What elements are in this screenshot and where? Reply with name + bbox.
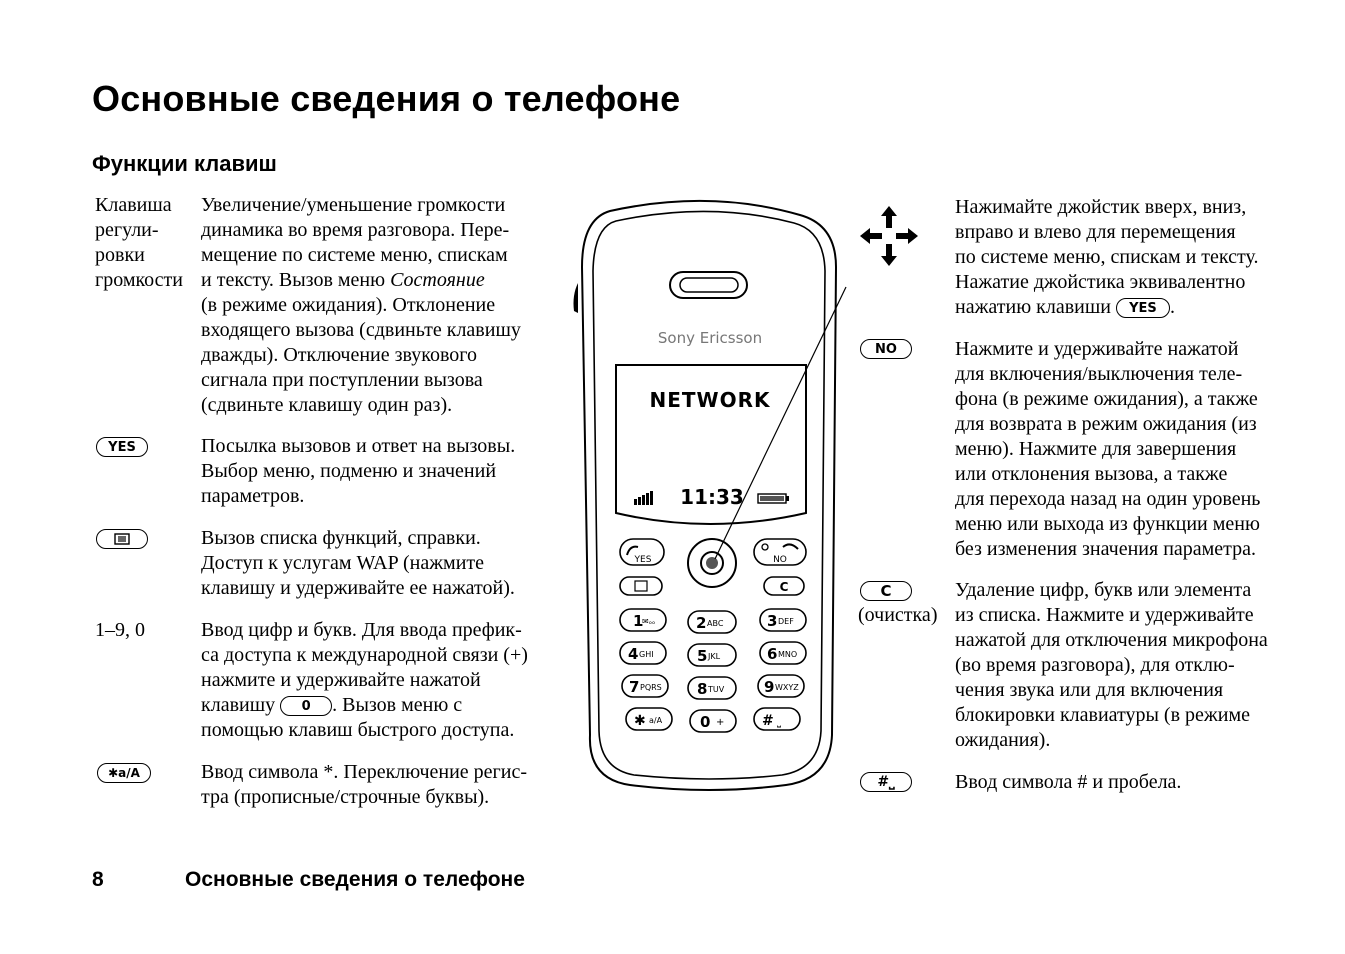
svg-text:#: # (762, 713, 774, 729)
svg-text:C: C (779, 580, 789, 594)
svg-text:✉ₒₒ: ✉ₒₒ (642, 617, 656, 626)
phone-illustration (550, 195, 850, 795)
svg-text:DEF: DEF (778, 617, 794, 626)
page-title: Основные сведения о телефоне (92, 78, 681, 119)
section-subtitle: Функции клавиш (92, 151, 277, 176)
svg-text:5: 5 (697, 647, 708, 665)
no-key-icon: NO (860, 339, 912, 359)
volume-key-label: Клавиша регули- ровки громкости (95, 194, 183, 291)
four-way-arrow-icon (860, 206, 918, 266)
volume-key-description: Увеличение/уменьшение громкости динамика во время разговора. Пере- мещение по системе меню, спискам и тексту. Вызов меню Состояние (в режиме ожидания). Отклонение входящего вызова (сдвиньте клавишу дважды). Отключение звукового сигнала при поступлении вызова (сдвиньте клавишу один раз). (201, 194, 521, 416)
digit-keys-description: Ввод цифр и букв. Для ввода префик- са доступа к международной связи (+) нажмите и удерживайте нажатой клавишу 0 . Вызов меню с помощью клавиш быстрого доступа. (201, 619, 528, 741)
list-key-icon (96, 529, 148, 549)
svg-text:1: 1 (633, 612, 644, 630)
page-number: 8 (92, 868, 104, 891)
svg-text:TUV: TUV (708, 685, 725, 694)
joystick-description: Нажимайте джойстик вверх, вниз, вправо и влево для перемещения по системе меню, спискам и тексту. Нажатие джойстика эквивалентно нажатию клавиши YES . (955, 196, 1259, 318)
star-key-icon: ✱a/A (97, 763, 151, 783)
hash-key-description: Ввод символа # и пробела. (955, 771, 1182, 793)
screen-time-text: 11:33 (680, 485, 744, 509)
yes-key-description: Посылка вызовов и ответ на вызовы. Выбор меню, подменю и значений параметров. (201, 435, 516, 507)
svg-text:WXYZ: WXYZ (775, 683, 799, 692)
svg-text:NO: NO (773, 555, 787, 565)
footer-title: Основные сведения о телефоне (185, 868, 525, 891)
no-key-description: Нажмите и удерживайте нажатой для включения/выключения теле- фона (в режиме ожидания), а также для возврата в режим ожидания (из меню). Нажмите для завершения или отклонения вызова, а также для перехода назад на один уровень меню или выхода из функции меню без изменения значения параметра. (955, 338, 1261, 560)
hash-key-icon: #⎵ (860, 772, 912, 792)
menu-name-status: Состояние (390, 269, 485, 291)
svg-text:+: + (716, 717, 725, 728)
svg-text:a/A: a/A (649, 716, 663, 725)
svg-text:8: 8 (697, 680, 708, 698)
svg-text:9: 9 (764, 678, 775, 696)
clear-key-icon: C (860, 581, 912, 601)
svg-text:GHI: GHI (639, 650, 654, 659)
svg-text:YES: YES (634, 555, 652, 565)
yes-key-inline-icon: YES (1116, 298, 1170, 318)
phone-brand: Sony Ericsson (657, 329, 763, 347)
svg-text:6: 6 (767, 645, 778, 663)
svg-text:0: 0 (700, 713, 711, 731)
svg-text:2: 2 (696, 614, 707, 632)
options-key-description: Вызов списка функций, справки. Доступ к услугам WAP (нажмите клавишу и удерживайте ее нажатой). (201, 527, 515, 599)
svg-text:PQRS: PQRS (640, 683, 662, 692)
clear-key-label: (очистка) (858, 604, 938, 626)
svg-text:⎵: ⎵ (777, 717, 781, 728)
svg-text:3: 3 (767, 612, 778, 630)
svg-text:7: 7 (629, 678, 640, 696)
svg-text:JKL: JKL (708, 652, 721, 661)
clear-key-description: Удаление цифр, букв или элемента из списка. Нажмите и удерживайте нажатой для отключения микрофона (во время разговора), для отклю- чения звука или для включения блокировки клавиатуры (в режиме ожидания). (955, 579, 1268, 751)
svg-text:MNO: MNO (778, 650, 798, 659)
star-key-description: Ввод символа *. Переключение регис- тра (прописные/строчные буквы). (201, 761, 527, 808)
screen-network-text: NETWORK (649, 388, 771, 412)
digit-keys-label: 1–9, 0 (95, 619, 145, 641)
svg-text:✱: ✱ (634, 713, 646, 729)
yes-key-icon: YES (96, 437, 148, 457)
svg-text:ABC: ABC (707, 619, 724, 628)
svg-text:4: 4 (628, 645, 639, 663)
zero-key-icon: 0 (280, 696, 332, 716)
